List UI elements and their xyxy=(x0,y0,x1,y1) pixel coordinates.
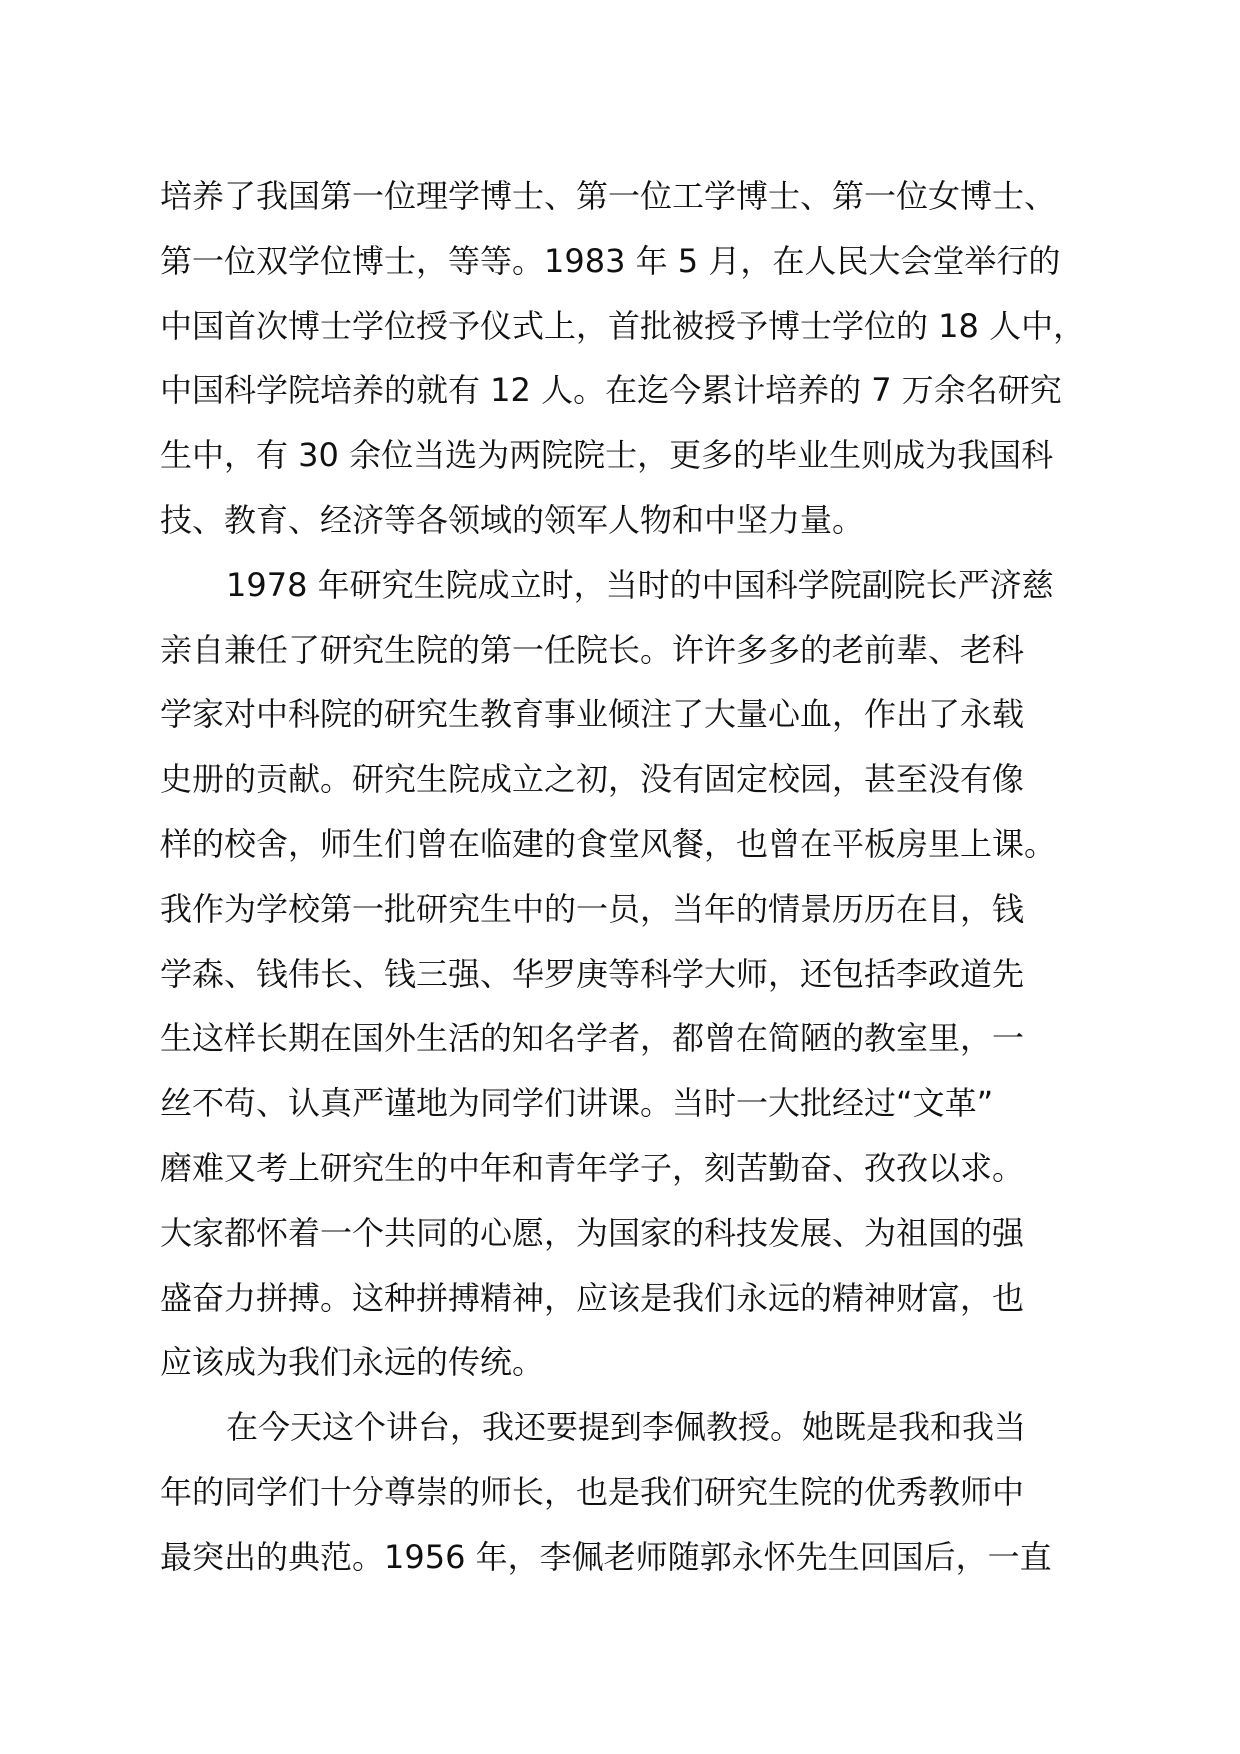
text-line: 学森、钱伟长、钱三强、华罗庚等科学大师，还包括李政道先 xyxy=(160,954,1025,993)
text-line: 我作为学校第一批研究生中的一员，当年的情景历历在目，钱 xyxy=(160,889,1025,928)
text-line: 盛奋力拼搏。这种拼搏精神，应该是我们永远的精神财富，也 xyxy=(160,1278,1025,1317)
text-line: 亲自兼任了研究生院的第一任院长。许许多多的老前辈、老科 xyxy=(160,630,1025,669)
text-line: 培养了我国第一位理学博士、第一位工学博士、第一位女博士、 xyxy=(160,177,1057,215)
body-text xyxy=(160,164,1110,1590)
text-line: 中国首次博士学位授予仪式上，首批被授予博士学位的 18 人中， xyxy=(160,306,1086,345)
text-line: 样的校舍，师生们曾在临建的食堂风餐，也曾在平板房里上课。 xyxy=(160,824,1057,863)
text-line: 技、教育、经济等各领域的领军人物和中坚力量。 xyxy=(160,500,865,539)
text-line: 应该成为我们永远的传统。 xyxy=(160,1343,545,1382)
text-line: 中国科学院培养的就有 12 人。在迄今累计培养的 7 万余名研究 xyxy=(160,371,1062,410)
text-line: 磨难又考上研究生的中年和青年学子，刻苦勤奋、孜孜以求。 xyxy=(160,1148,1025,1187)
text-line: 丝不苟、认真严谨地为同学们讲课。当时一大批经过“文革” xyxy=(160,1084,994,1123)
text-line: 最突出的典范。1956 年，李佩老师随郭永怀先生回国后，一直 xyxy=(160,1537,1052,1576)
paragraph-first-line: 在今天这个讲台，我还要提到李佩教授。她既是我和我当 xyxy=(226,1408,1027,1447)
text-line: 学家对中科院的研究生教育事业倾注了大量心血，作出了永载 xyxy=(160,695,1025,734)
paragraph-first-line: 1978 年研究生院成立时，当时的中国科学院副院长严济慈 xyxy=(226,565,1054,604)
text-line: 大家都怀着一个共同的心愿，为国家的科技发展、为祖国的强 xyxy=(160,1213,1025,1252)
text-line: 第一位双学位博士，等等。1983 年 5 月，在人民大会堂举行的 xyxy=(160,241,1061,280)
text-line: 生这样长期在国外生活的知名学者，都曾在简陋的教室里，一 xyxy=(160,1019,1025,1058)
text-line: 年的同学们十分尊崇的师长，也是我们研究生院的优秀教师中 xyxy=(160,1472,1025,1511)
text-line: 史册的贡献。研究生院成立之初，没有固定校园，甚至没有像 xyxy=(160,760,1025,799)
text-line: 生中，有 30 余位当选为两院院士，更多的毕业生则成为我国科 xyxy=(160,436,1054,475)
